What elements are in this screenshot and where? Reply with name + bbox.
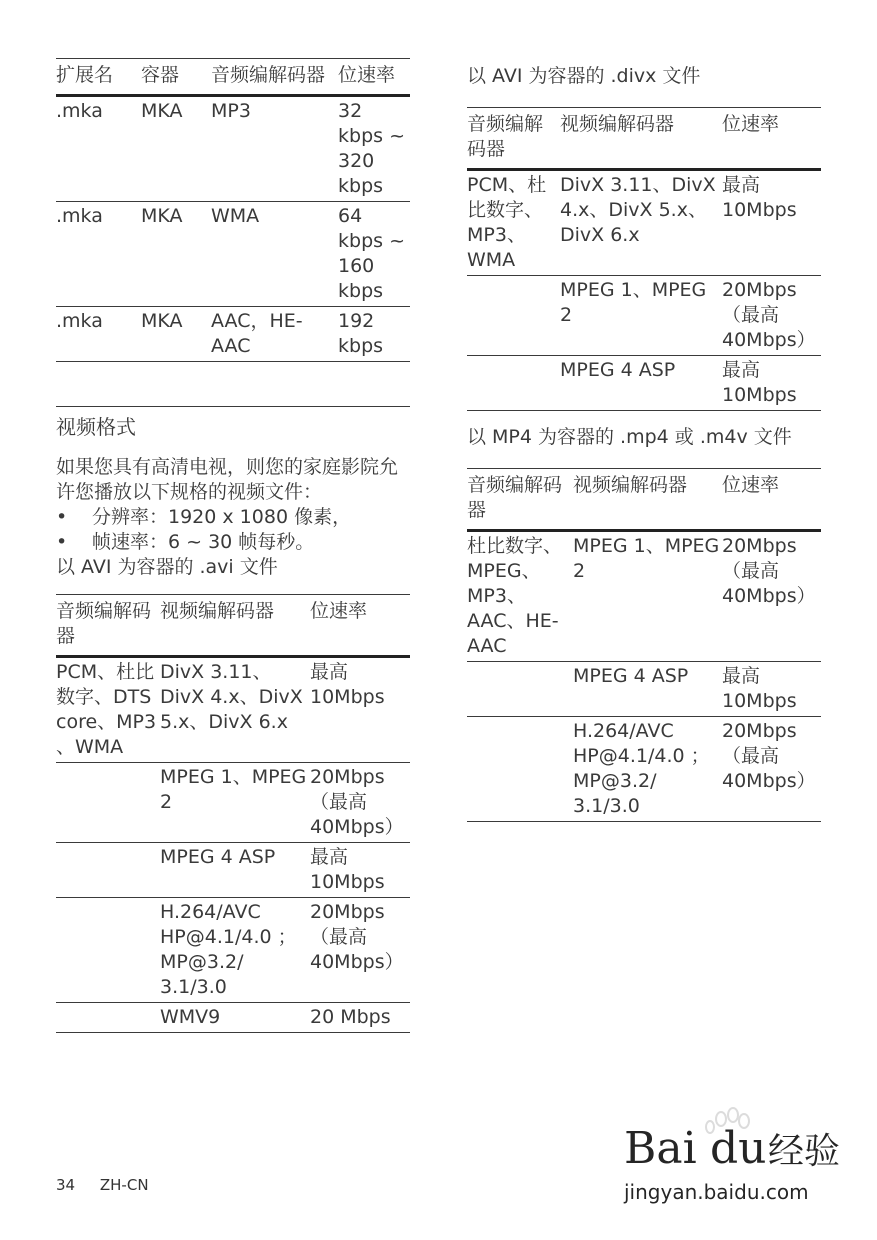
cell-extension: .mka xyxy=(56,307,141,362)
left-column xyxy=(56,58,410,1033)
header-video-codec: 视频编解码器 xyxy=(560,108,722,170)
cell-bitrate: 最高 10Mbps xyxy=(310,843,410,898)
cell-bitrate: 20Mbps（最高 40Mbps） xyxy=(722,531,821,662)
bullet-icon: • xyxy=(56,506,68,528)
table-row xyxy=(56,96,410,202)
table-header-row xyxy=(467,108,821,170)
language-code: ZH-CN xyxy=(99,1176,149,1194)
avi-table-title: 以 AVI 为容器的 .avi 文件 xyxy=(56,556,278,578)
video-format-heading: 视频格式 xyxy=(56,415,136,439)
cell-bitrate: 192 kbps xyxy=(338,307,410,362)
svg-text:du: du xyxy=(710,1123,767,1174)
cell-video: MPEG 1、MPEG 2 xyxy=(160,763,310,843)
table-header-row xyxy=(56,59,410,96)
cell-video: MPEG 4 ASP xyxy=(560,356,722,411)
cell-video: H.264/AVC HP@4.1/4.0 ；MP@3.2/ 3.1/3.0 xyxy=(573,717,722,822)
bullet-text: 分辨率：1920 x 1080 像素， xyxy=(92,506,352,528)
cell-bitrate: 最高 10Mbps xyxy=(310,657,410,763)
header-audio-codec: 音频编解码器 xyxy=(467,469,573,531)
page-number: 34 xyxy=(56,1176,76,1194)
table-row xyxy=(56,202,410,307)
cell-video: DivX 3.11、DivX 4.x、DivX 5.x、DivX 6.x xyxy=(160,657,310,763)
svg-text:Bai: Bai xyxy=(624,1123,697,1174)
video-format-intro: 如果您具有高清电视，则您的家庭影院允许您播放以下规格的视频文件： xyxy=(56,456,399,503)
divx-table-title: 以 AVI 为容器的 .divx 文件 xyxy=(467,65,701,87)
cell-extension: .mka xyxy=(56,96,141,202)
cell-bitrate: 20 Mbps xyxy=(310,1003,410,1033)
header-bitrate: 位速率 xyxy=(310,595,410,657)
header-container: 容器 xyxy=(141,59,211,96)
paw-logo-icon xyxy=(622,1105,841,1205)
cell-audio xyxy=(467,356,560,411)
table-row xyxy=(467,170,821,276)
cell-audio: PCM、杜比数字、DTS core、MP3 、WMA xyxy=(56,657,160,763)
list-item xyxy=(56,530,410,555)
cell-bitrate: 最高 10Mbps xyxy=(722,170,821,276)
table-header-row xyxy=(56,595,410,657)
cell-bitrate: 20Mbps（最高 40Mbps） xyxy=(722,717,821,822)
cell-video: WMV9 xyxy=(160,1003,310,1033)
extension-table xyxy=(56,58,410,362)
table-row xyxy=(467,717,821,822)
table-row xyxy=(467,531,821,662)
list-item xyxy=(56,505,410,530)
cell-audio xyxy=(56,898,160,1003)
cell-bitrate: 最高 10Mbps xyxy=(722,662,821,717)
cell-container: MKA xyxy=(141,96,211,202)
header-extension: 扩展名 xyxy=(56,59,141,96)
cell-bitrate: 最高 10Mbps xyxy=(722,356,821,411)
cell-audio xyxy=(56,763,160,843)
header-video-codec: 视频编解码器 xyxy=(160,595,310,657)
cell-extension: .mka xyxy=(56,202,141,307)
avi-table xyxy=(56,594,410,1033)
cell-audio: 杜比数字、MPEG、MP3、AAC、HE-AAC xyxy=(467,531,573,662)
section-divider xyxy=(56,362,410,407)
header-bitrate: 位速率 xyxy=(722,108,821,170)
bullet-text: 帧速率：6 ~ 30 帧每秒。 xyxy=(92,531,315,553)
header-bitrate: 位速率 xyxy=(722,469,821,531)
table-row xyxy=(56,657,410,763)
cell-video: MPEG 1、MPEG 2 xyxy=(560,276,722,356)
table-row xyxy=(467,662,821,717)
table-row xyxy=(467,356,821,411)
cell-audio xyxy=(467,276,560,356)
table-row xyxy=(56,843,410,898)
table-row xyxy=(56,763,410,843)
mp4-table xyxy=(467,468,821,822)
svg-text:jingyan.baidu.com: jingyan.baidu.com xyxy=(624,1180,809,1204)
cell-audio xyxy=(56,1003,160,1033)
cell-bitrate: 20Mbps（最高 40Mbps） xyxy=(310,763,410,843)
cell-video: H.264/AVC HP@4.1/4.0 ；MP@3.2/ 3.1/3.0 xyxy=(160,898,310,1003)
table-row xyxy=(56,898,410,1003)
header-audio-codec: 音频编解码器 xyxy=(211,59,338,96)
cell-video: DivX 3.11、DivX 4.x、DivX 5.x、DivX 6.x xyxy=(560,170,722,276)
cell-bitrate: 64 kbps ~ 160 kbps xyxy=(338,202,410,307)
cell-audio: MP3 xyxy=(211,96,338,202)
table-row xyxy=(467,276,821,356)
cell-audio: WMA xyxy=(211,202,338,307)
svg-text:经验: 经验 xyxy=(768,1131,841,1172)
bullet-icon: • xyxy=(56,531,68,553)
spec-bullet-list xyxy=(56,505,410,555)
cell-audio xyxy=(467,717,573,822)
divx-table xyxy=(467,107,821,411)
cell-bitrate: 32 kbps ~ 320 kbps xyxy=(338,96,410,202)
header-bitrate: 位速率 xyxy=(338,59,410,96)
table-row xyxy=(56,307,410,362)
cell-video: MPEG 4 ASP xyxy=(160,843,310,898)
cell-container: MKA xyxy=(141,202,211,307)
cell-bitrate: 20Mbps（最高 40Mbps） xyxy=(310,898,410,1003)
header-audio-codec: 音频编解码器 xyxy=(467,108,560,170)
cell-video: MPEG 4 ASP xyxy=(573,662,722,717)
page-footer xyxy=(56,1176,149,1194)
cell-video: MPEG 1、MPEG 2 xyxy=(573,531,722,662)
cell-audio: AAC，HE-AAC xyxy=(211,307,338,362)
cell-bitrate: 20Mbps（最高 40Mbps） xyxy=(722,276,821,356)
cell-audio xyxy=(467,662,573,717)
right-column xyxy=(467,58,821,822)
cell-audio xyxy=(56,843,160,898)
cell-container: MKA xyxy=(141,307,211,362)
mp4-table-title: 以 MP4 为容器的 .mp4 或 .m4v 文件 xyxy=(467,426,792,448)
baidu-jingyan-watermark xyxy=(622,1105,841,1205)
header-video-codec: 视频编解码器 xyxy=(573,469,722,531)
cell-audio: PCM、杜比数字、MP3、WMA xyxy=(467,170,560,276)
table-row xyxy=(56,1003,410,1033)
table-header-row xyxy=(467,469,821,531)
header-audio-codec: 音频编解码器 xyxy=(56,595,160,657)
